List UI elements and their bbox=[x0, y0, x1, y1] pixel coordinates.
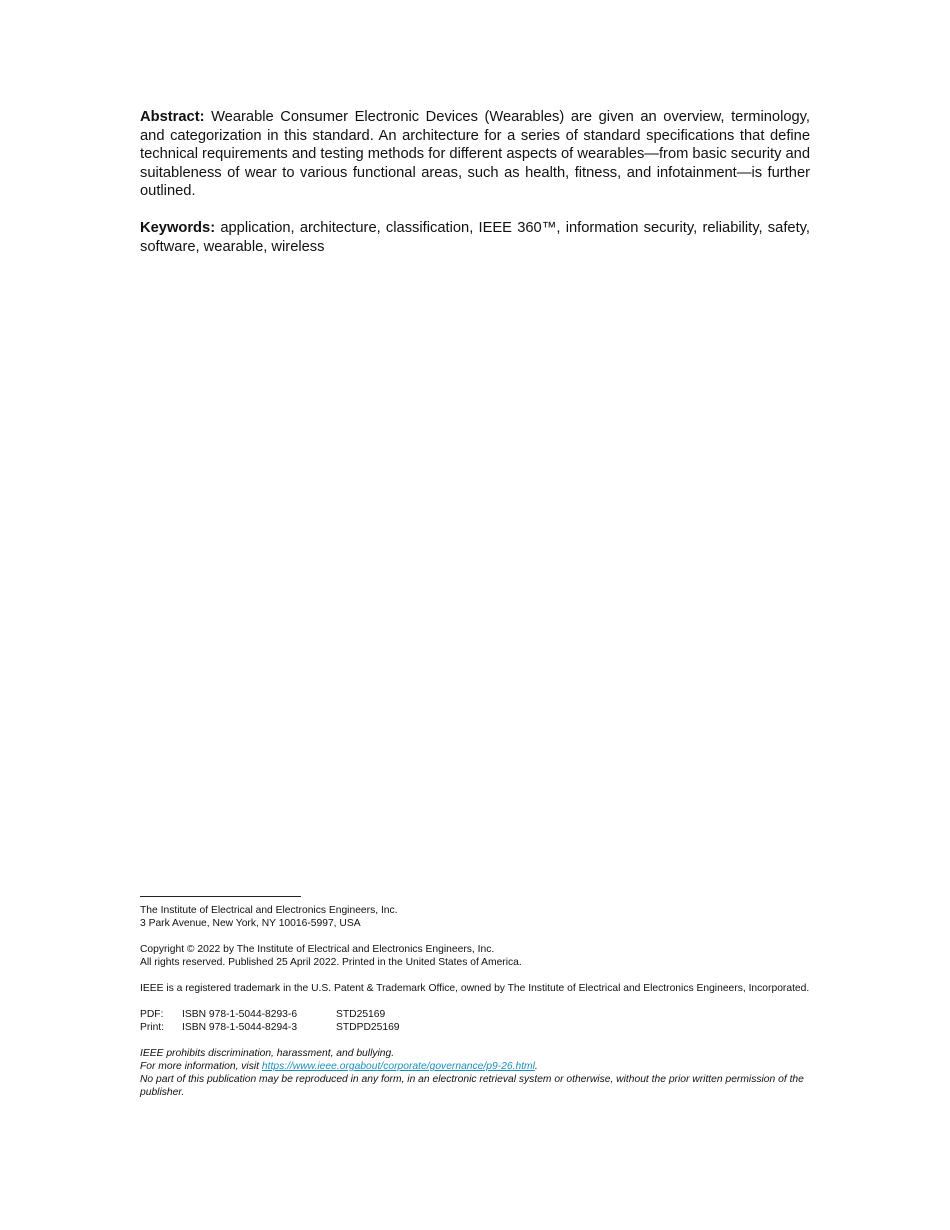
isbn-number: ISBN 978-1-5044-8294-3 bbox=[182, 1022, 298, 1033]
policy-statement: IEEE prohibits discrimination, harassment, and bullying. bbox=[140, 1048, 395, 1059]
abstract-paragraph bbox=[140, 108, 810, 201]
policy-link[interactable]: https://www.ieee.orgabout/corporate/governance/p9-26.html bbox=[261, 1061, 535, 1072]
isbn-row-print bbox=[140, 1021, 812, 1034]
isbn-table bbox=[140, 1008, 812, 1034]
reproduction-notice: No part of this publication may be reproduced in any form, in an electronic retrieval system or otherwise, without the prior written permission of the publisher. bbox=[140, 1074, 804, 1098]
copyright-line: Copyright © 2022 by The Institute of Electrical and Electronics Engineers, Inc. bbox=[140, 944, 495, 955]
isbn-code: STDPD25169 bbox=[336, 1022, 400, 1033]
copyright-footer bbox=[140, 896, 812, 1112]
publisher-name: The Institute of Electrical and Electronics Engineers, Inc. bbox=[140, 905, 398, 916]
isbn-code: STD25169 bbox=[336, 1009, 386, 1020]
abstract-section bbox=[140, 108, 810, 256]
publisher-street: 3 Park Avenue, New York, NY 10016-5997, USA bbox=[140, 918, 361, 929]
abstract-label: Abstract: bbox=[140, 109, 205, 125]
rights-line: All rights reserved. Published 25 April 2022. Printed in the United States of America. bbox=[140, 957, 522, 968]
isbn-format: Print: bbox=[140, 1022, 165, 1033]
abstract-text: Wearable Consumer Electronic Devices (Wearables) are given an overview, terminology, and categorization in this standard. An architecture for a series of standard specifications that define technical requirements and testing methods for different aspects of wearables—from basic security and suitableness of wear to various functional areas, such as health, fitness, and infotainment—is further outlined. bbox=[140, 109, 810, 200]
keywords-text: application, architecture, classification, IEEE 360™, information security, reliability, safety, software, wearable, wireless bbox=[140, 219, 810, 255]
copyright-notice bbox=[140, 943, 812, 969]
footer-rule bbox=[140, 896, 301, 897]
keywords-paragraph bbox=[140, 219, 810, 256]
policy-info-suffix: . bbox=[534, 1061, 538, 1072]
isbn-format: PDF: bbox=[140, 1009, 164, 1020]
isbn-number: ISBN 978-1-5044-8293-6 bbox=[182, 1009, 298, 1020]
isbn-row-pdf bbox=[140, 1008, 812, 1021]
policy-info-prefix: For more information, visit bbox=[140, 1061, 262, 1072]
policy-notice bbox=[140, 1047, 812, 1099]
trademark-notice: IEEE is a registered trademark in the U.S. Patent & Trademark Office, owned by The Institute of Electrical and Electronics Engineers, Incorporated. bbox=[140, 983, 810, 994]
publisher-address bbox=[140, 904, 812, 930]
keywords-label: Keywords: bbox=[140, 219, 216, 236]
